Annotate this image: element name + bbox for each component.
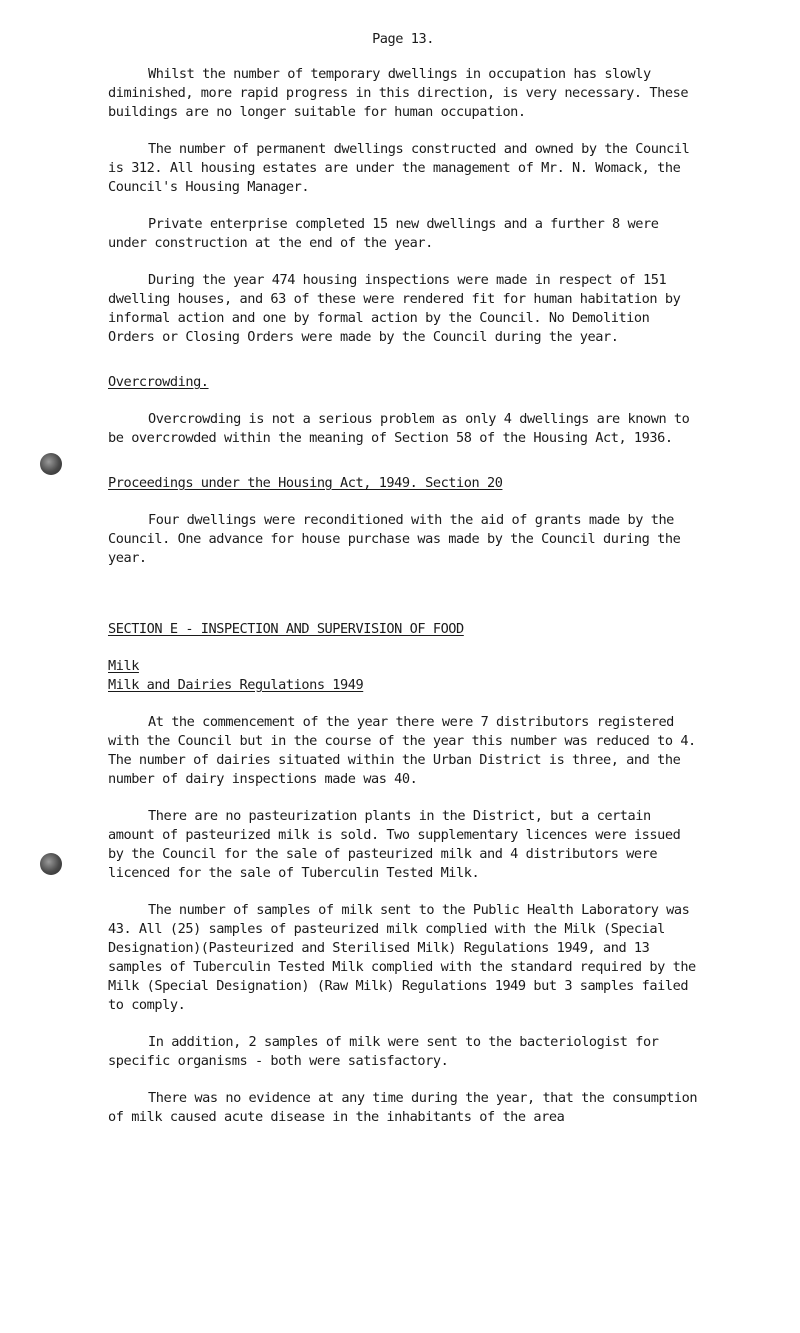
spacer — [108, 466, 698, 474]
paragraph-pasteurization: There are no pasteurization plants in the District, but a certain amount of pasteurized milk is sold. Two supplementary licences were issued by the Council for the sale of pasteurized milk and 4 distributors were licenced for the sale of Tuberculin Tested Milk. — [108, 808, 681, 881]
paragraph-proceedings: Four dwellings were reconditioned with the aid of grants made by the Council. One advance for house purchase was made by the Council during the year. — [108, 512, 681, 566]
paragraph-consumption: There was no evidence at any time during the year, that the consumption of milk caused acute disease in the inhabitants of the area — [108, 1090, 698, 1125]
paragraph-private-enterprise: Private enterprise completed 15 new dwellings and a further 8 were under construction at the end of the year. — [108, 216, 659, 251]
document-page — [108, 30, 698, 1145]
heading-section-e: SECTION E - INSPECTION AND SUPERVISION OF FOOD — [108, 621, 464, 637]
heading-overcrowding: Overcrowding. — [108, 374, 209, 390]
paragraph-samples: The number of samples of milk sent to the Public Health Laboratory was 43. All (25) samples of pasteurized milk complied with the Milk (Special Designation)(Pasteurized and Sterilised Milk) Regulations 1949, and 13 samples of Tuberculin Tested Milk complied with the standard required by the Milk (Special Designation) (Raw Milk) Regulations 1949 but 3 samples failed to comply. — [108, 902, 696, 1013]
paragraph-bacteriologist: In addition, 2 samples of milk were sent to the bacteriologist for specific organisms - both were satisfactory. — [108, 1034, 659, 1069]
page-number: Page 13. — [372, 31, 434, 47]
paragraph-temporary-dwellings: Whilst the number of temporary dwellings in occupation has slowly diminished, more rapid progress in this direction, is very necessary. These buildings are no longer suitable for human occupation. — [108, 66, 689, 120]
paragraph-overcrowding: Overcrowding is not a serious problem as only 4 dwellings are known to be overcrowded within the meaning of Section 58 of the Housing Act, 1936. — [108, 411, 690, 446]
punch-hole-upper — [40, 453, 62, 475]
paragraph-permanent-dwellings: The number of permanent dwellings constructed and owned by the Council is 312. All housing estates are under the management of Mr. N. Womack, the Council's Housing Manager. — [108, 141, 690, 195]
paragraph-housing-inspections: During the year 474 housing inspections were made in respect of 151 dwelling houses, and 63 of these were rendered fit for human habitation by informal action and one by formal action by the Council. No Demolition Orders or Closing Orders were made by the Council during the year. — [108, 272, 681, 345]
heading-milk-dairies-regulations: Milk and Dairies Regulations 1949 — [108, 677, 364, 693]
heading-proceedings: Proceedings under the Housing Act, 1949. Section 20 — [108, 475, 503, 491]
heading-milk: Milk — [108, 658, 139, 674]
punch-hole-lower — [40, 853, 62, 875]
spacer — [108, 586, 698, 620]
paragraph-distributors: At the commencement of the year there were 7 distributors registered with the Council but in the course of the year this number was reduced to 4. The number of dairies situated within the Urban District is three, and the number of dairy inspections made was 40. — [108, 714, 696, 787]
spacer — [108, 365, 698, 373]
